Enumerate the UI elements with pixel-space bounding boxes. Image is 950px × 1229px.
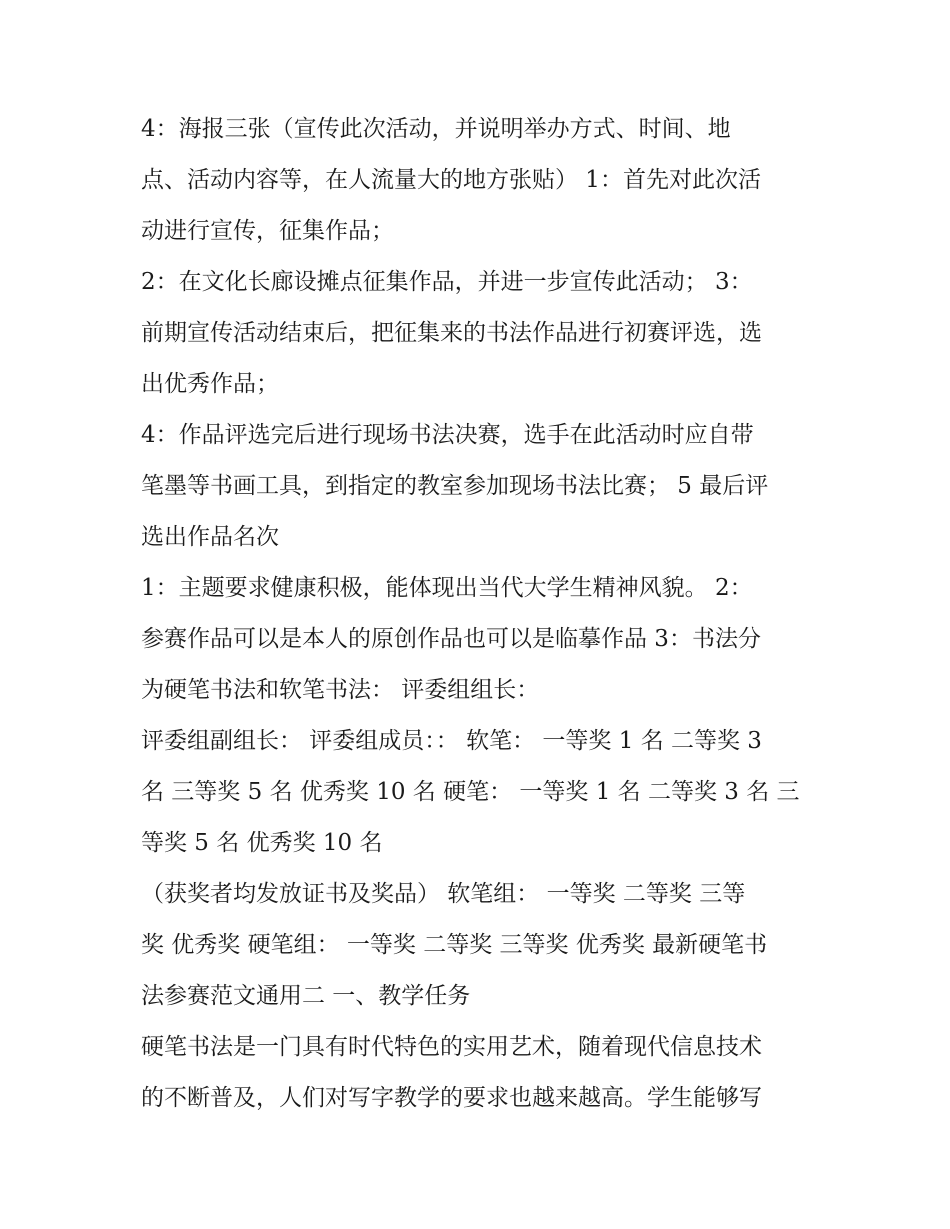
text-line: 法参赛范文通用二 一、教学任务: [141, 983, 471, 1009]
text-line: 等奖 5 名 优秀奖 10 名: [141, 830, 383, 856]
text-line: 4：作品评选完后进行现场书法决赛，选手在此活动时应自带: [141, 422, 754, 448]
text-line: 4：海报三张（宣传此次活动，并说明举办方式、时间、地: [141, 116, 731, 142]
text-line: 硬笔书法是一门具有时代特色的实用艺术，随着现代信息技术: [141, 1034, 762, 1060]
paragraph-collection-preliminary: [141, 257, 821, 410]
text-line: 选出作品名次: [141, 524, 279, 550]
paragraph-requirements: [141, 563, 821, 716]
text-line: 1：主题要求健康积极，能体现出当代大学生精神风貌。 2：: [141, 575, 753, 601]
text-line: 出优秀作品；: [141, 371, 279, 397]
text-line: 前期宣传活动结束后，把征集来的书法作品进行初赛评选，选: [141, 320, 762, 346]
text-line: （获奖者均发放证书及奖品） 软笔组： 一等奖 二等奖 三等: [141, 881, 746, 907]
document-body: [141, 104, 821, 1124]
text-line: 笔墨等书画工具，到指定的教室参加现场书法比赛； 5 最后评: [141, 473, 769, 499]
text-line: 参赛作品可以是本人的原创作品也可以是临摹作品 3：书法分: [141, 626, 761, 652]
paragraph-poster-promotion: [141, 104, 821, 257]
paragraph-hard-pen-intro: [141, 1022, 821, 1124]
text-line: 的不断普及，人们对写字教学的要求也越来越高。学生能够写: [141, 1085, 762, 1111]
text-line: 奖 优秀奖 硬笔组： 一等奖 二等奖 三等奖 优秀奖 最新硬笔书: [141, 932, 768, 958]
text-line: 动进行宣传，征集作品；: [141, 218, 394, 244]
paragraph-prizes-groups: [141, 869, 821, 1022]
text-line: 点、活动内容等，在人流量大的地方张贴） 1：首先对此次活: [141, 167, 761, 193]
paragraph-final-competition: [141, 410, 821, 563]
paragraph-judges-awards: [141, 716, 821, 869]
text-line: 为硬笔书法和软笔书法： 评委组组长：: [141, 677, 540, 703]
text-line: 名 三等奖 5 名 优秀奖 10 名 硬笔： 一等奖 1 名 二等奖 3 名 三: [141, 779, 800, 805]
text-line: 评委组副组长： 评委组成员：： 软笔： 一等奖 1 名 二等奖 3: [141, 728, 762, 754]
text-line: 2：在文化长廊设摊点征集作品，并进一步宣传此活动； 3：: [141, 269, 753, 295]
